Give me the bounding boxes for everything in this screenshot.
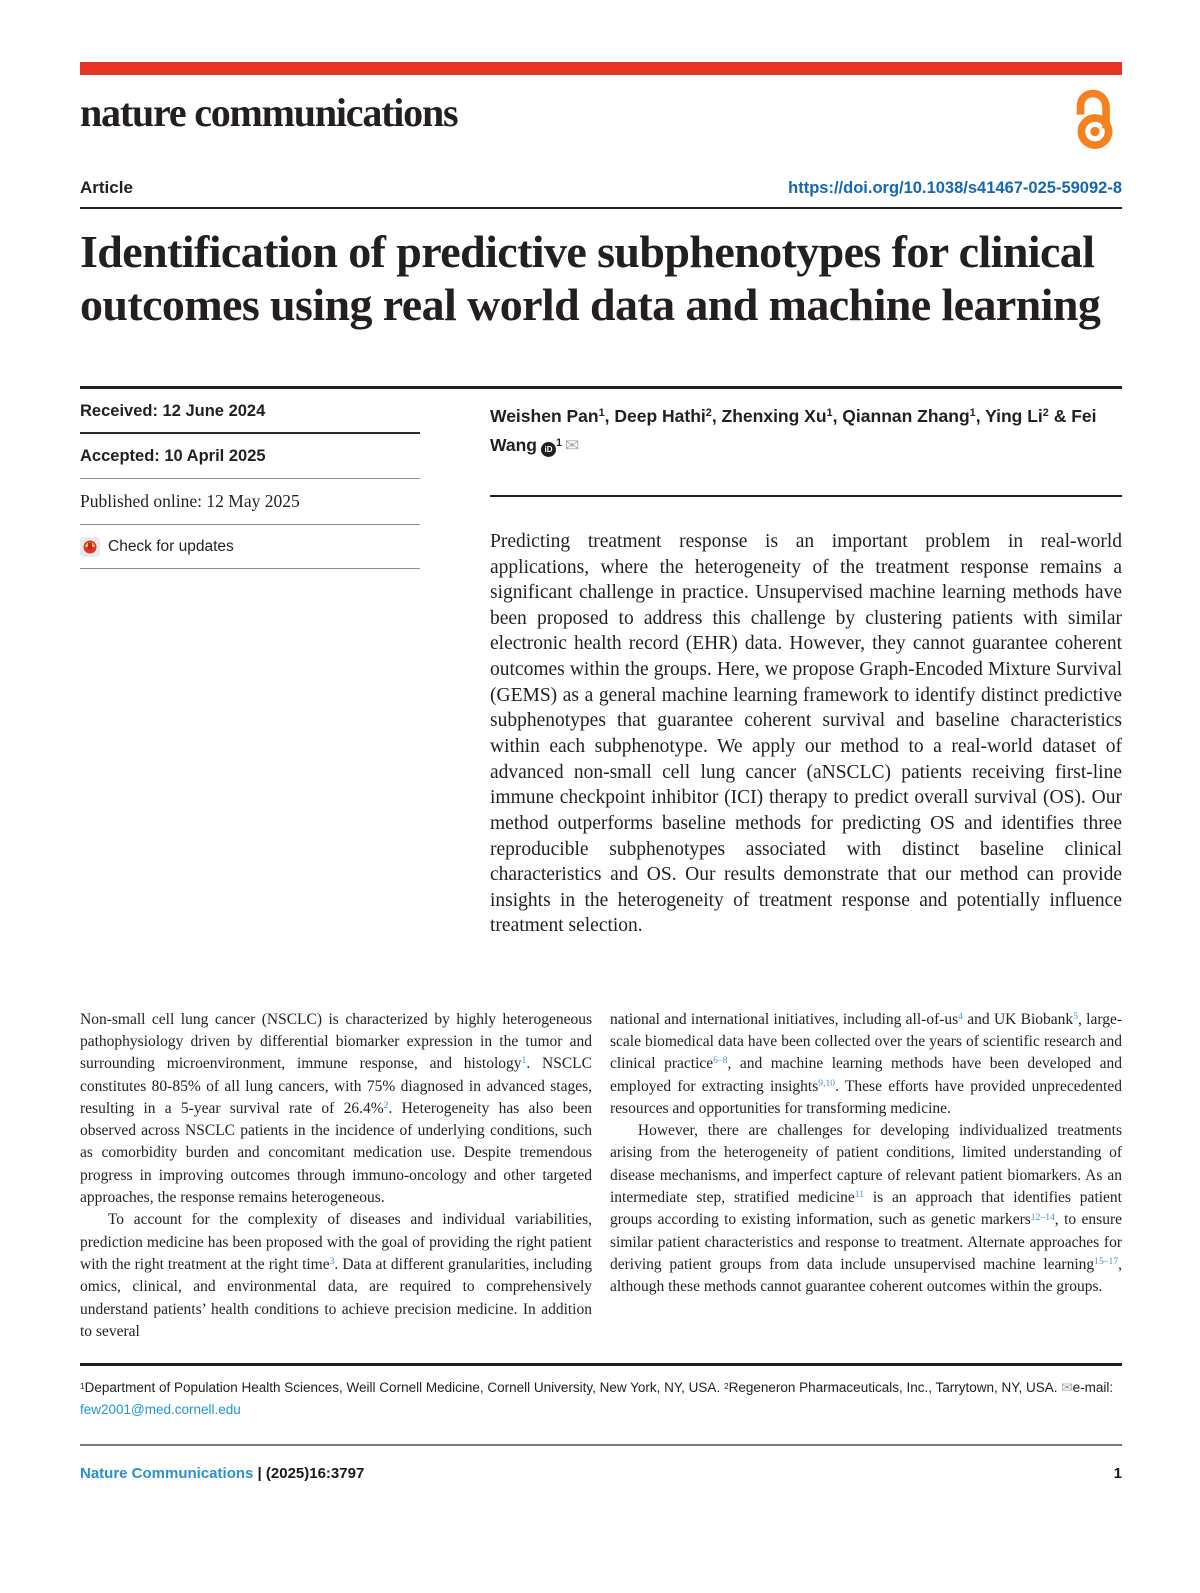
fei-wang-affiliation-sup: 1: [555, 437, 563, 450]
open-access-icon: [1068, 84, 1122, 152]
published-date: Published online: 12 May 2025: [80, 479, 420, 525]
check-for-updates-label: Check for updates: [108, 538, 234, 556]
reference-superscript: 12–14: [1030, 1211, 1055, 1223]
body-paragraph: Non-small cell lung cancer (NSCLC) is characterized by highly heterogeneous pathophysiology driven by differential biomarker expression in the tumor and surrounding microenvironment, immune response, and histology$^1$. NSCLC constitutes 80-85% of all lung cancers, with 75% diagnosed in advanced stages, resulting in a 5-year survival rate of 26.4%$^2$. Heterogeneity has also been observed across NSCLC patients in the incidence of underlying conditions, such as comorbidity burden and concomitant medication use. Despite tremendous progress in improving outcomes through immuno-oncology and other targeted approaches, the response remains heterogeneous.: [80, 1010, 593, 1207]
reference-superscript: 4: [958, 1010, 963, 1022]
article-header-row: [80, 178, 1122, 198]
body-paragraph: To account for the complexity of diseases and individual variabilities, prediction medicine has been proposed with the goal of providing the right patient with the right treatment at the right time$^3$. Data at different granularities, including omics, clinical, and environmental data, are required to comprehensively understand patients’ health conditions to achieve precision medicine. In addition to several: [80, 1211, 592, 1340]
journal-logo: nature communications: [80, 90, 458, 135]
accepted-date: Accepted: 10 April 2025: [80, 434, 420, 479]
reference-superscript: 2: [383, 1100, 389, 1112]
footnote-rule: [80, 1363, 1122, 1366]
body-columns: [80, 1009, 1122, 1344]
abstract-rule: [490, 495, 1122, 497]
reference-superscript: 1: [80, 1380, 85, 1391]
masthead: [80, 84, 1122, 152]
reference-superscript: 5: [1073, 1010, 1078, 1022]
article-type-label: Article: [80, 178, 133, 197]
abstract-text: Predicting treatment response is an important problem in real-world applications, where the heterogeneity of the treatment response remains a significant challenge in practice. Unsupervised machine learning methods have been proposed to address this challenge by clustering patients with similar electronic health record (EHR) data. However, they cannot guarantee coherent outcomes within the groups. Here, we propose Graph-Encoded Mixture Survival (GEMS) as a general machine learning framework to identify distinct predictive subphenotypes that guarantee coherent survival and baseline characteristics within each subphenotype. We apply our method to a real-world dataset of advanced non-small cell lung cancer (aNSCLC) patients receiving first-line immune checkpoint inhibitor (ICI) therapy to predict overall survival (OS). Our method outperforms baseline methods for predicting OS and identifies three reproducible subphenotypes associated with distinct baseline clinical characteristics and OS. Our results demonstrate that our method can provide insights in the heterogeneity of treatment response and potentially influence treatment selection.: [490, 530, 1122, 937]
reference-superscript: 1: [969, 407, 976, 420]
envelope-icon: ✉: [1061, 1380, 1073, 1396]
reference-superscript: 1: [521, 1055, 527, 1067]
top-red-bar: [80, 62, 1122, 75]
header-rule: [80, 207, 1122, 209]
reference-superscript: 1: [826, 407, 833, 420]
doi-link[interactable]: https://doi.org/10.1038/s41467-025-59092-8: [788, 179, 1122, 197]
body-paragraph: However, there are challenges for developing individualized treatments arising from the heterogeneity of patient conditions, limited understanding of disease mechanisms, and imperfect capture of relevant patient biomarkers. As an intermediate step, stratified medicine$^{11}$ is an approach that identifies patient groups according to existing information, such as genetic markers$^{12-14}$, to ensure similar patient characteristics and response to treatment. Alternate approaches for deriving patient groups from data include unsupervised machine learning$^{15-17}$, although these methods cannot guarantee coherent outcomes within the groups.: [610, 1122, 1122, 1296]
affiliations-footnote: $^1$Department of Population Health Sciences, Weill Cornell Medicine, Cornell University, New York, NY, USA. $^2$Regeneron Pharmaceuticals, Inc., Tarrytown, NY, USA. ✉e-mail: few2001@med.cornell.edu: [80, 1380, 1114, 1417]
meta-dates-column: [80, 389, 420, 959]
page-number: 1: [1113, 1465, 1122, 1483]
crossmark-icon: [80, 537, 100, 557]
reference-superscript: 15–17: [1094, 1256, 1119, 1268]
reference-superscript: 6–8: [713, 1055, 728, 1067]
page-title: Identification of predictive subphenotypes for clinical outcomes using real world data and machine learning: [80, 226, 1101, 331]
body-paragraph: national and international initiatives, including all-of-us$^4$ and UK Biobank$^5$, large-scale biomedical data have been collected over the years of scientific research and clinical practice$^{6-8}$, and machine learning methods have been developed and employed for extracting insights$^{9,10}$. These efforts have provided unprecedented resources and opportunities for transforming medicine.: [610, 1010, 1122, 1117]
reference-superscript: 2: [705, 407, 712, 420]
author-list: [490, 402, 1122, 462]
corresponding-author-envelope-icon: ✉: [565, 436, 580, 456]
page-footer: [80, 1465, 1122, 1482]
reference-superscript: 2: [723, 1380, 729, 1391]
reference-superscript: 3: [329, 1256, 335, 1268]
footer-rule: [80, 1444, 1122, 1446]
footer-journal-link[interactable]: Nature Communications: [80, 1465, 254, 1483]
reference-superscript: 1: [598, 407, 605, 420]
orcid-icon[interactable]: iD: [541, 442, 556, 457]
check-for-updates-button[interactable]: [80, 525, 420, 569]
reference-superscript: 9,10: [818, 1077, 836, 1089]
journal-citation: [80, 1465, 364, 1482]
footer-citation-text: | (2025)16:3797: [253, 1465, 365, 1483]
reference-superscript: 11: [854, 1189, 865, 1201]
authors-abstract-column: [490, 389, 1122, 959]
body-column-left: [80, 1009, 592, 1344]
reference-superscript: 2: [1042, 407, 1049, 420]
received-date: Received: 12 June 2024: [80, 389, 420, 435]
body-column-right: [610, 1009, 1122, 1344]
meta-section: [80, 386, 1122, 959]
email-link[interactable]: few2001@med.cornell.edu: [80, 1401, 241, 1417]
author-names: Weishen Pan$^1$, Deep Hathi$^2$, Zhenxing Xu$^1$, Qiannan Zhang$^1$, Ying Li$^2$ & Fei Wang: [490, 405, 1097, 456]
